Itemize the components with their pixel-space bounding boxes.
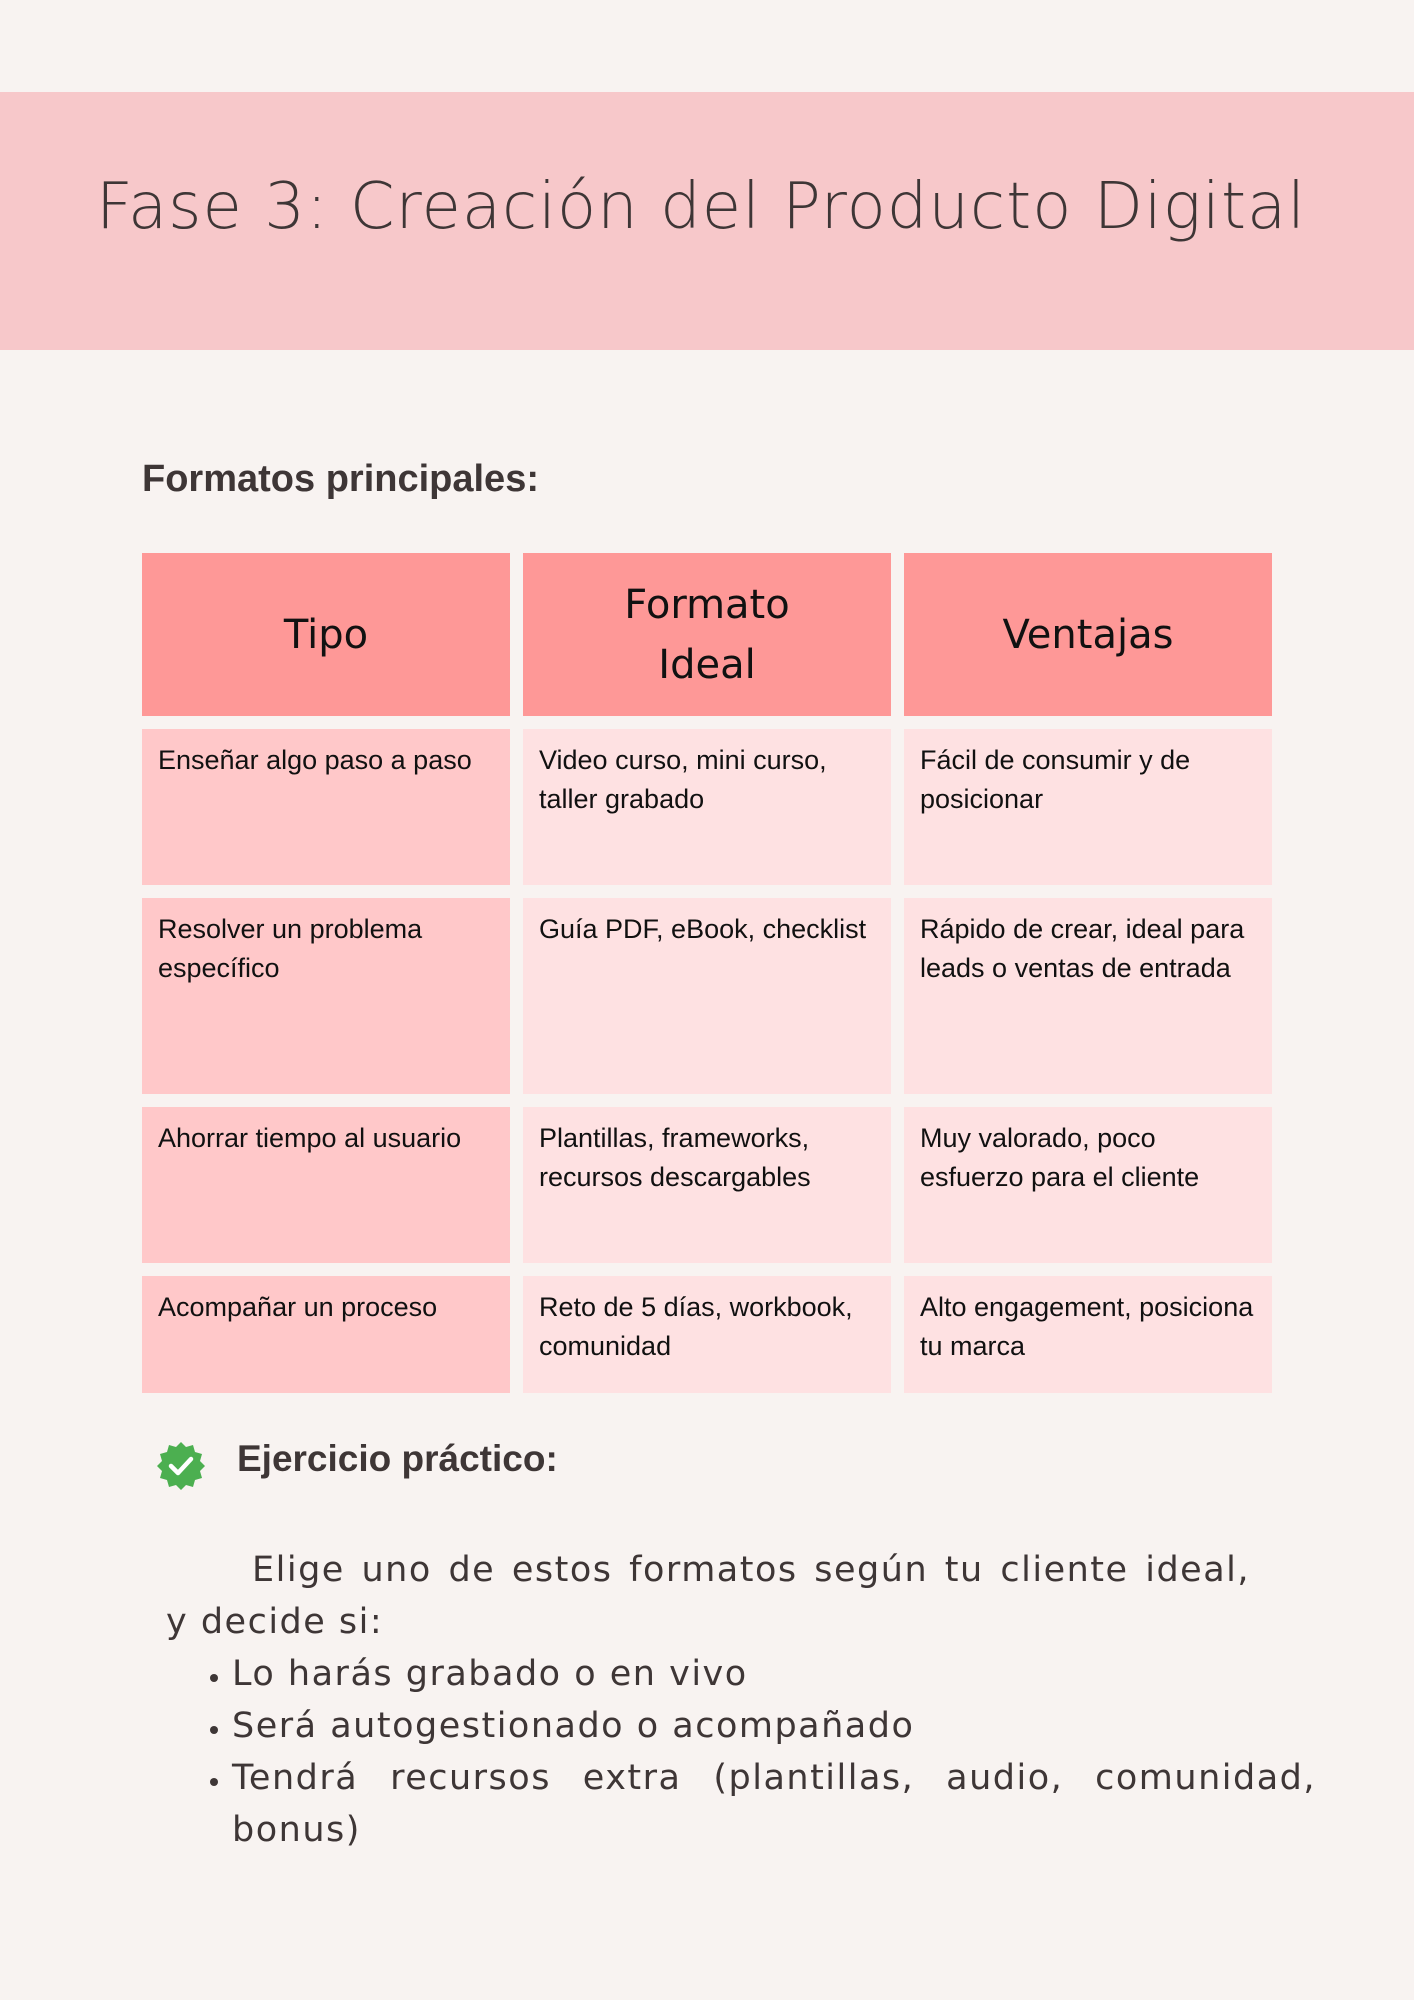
- exercise-intro: Elige uno de estos formatos según tu cliente ideal, y decide si:: [166, 1550, 1250, 1642]
- page-title: Fase 3: Creación del Producto Digital: [96, 170, 1307, 244]
- table-cell: Resolver un problema específico: [142, 898, 510, 1094]
- exercise-heading: Ejercicio práctico:: [237, 1438, 558, 1479]
- table-cell: Video curso, mini curso, taller grabado: [523, 729, 891, 885]
- table-cell: Acompañar un proceso: [142, 1276, 510, 1393]
- column-header-tipo: Tipo: [142, 553, 510, 716]
- table-cell: Ahorrar tiempo al usuario: [142, 1107, 510, 1263]
- badge-shape: [157, 1442, 205, 1490]
- table-cell: Rápido de crear, ideal para leads o ventas de entrada: [904, 898, 1272, 1094]
- table-cell: Plantillas, frameworks, recursos descargables: [523, 1107, 891, 1263]
- list-item: • Será autogestionado o acompañado: [232, 1700, 1316, 1752]
- table-cell: Guía PDF, eBook, checklist: [523, 898, 891, 1094]
- table-cell: Enseñar algo paso a paso: [142, 729, 510, 885]
- column-header-formato-ideal: Formato Ideal: [523, 553, 891, 716]
- list-item: • Tendrá recursos extra (plantillas, audio, comunidad, bonus): [232, 1752, 1316, 1856]
- table-cell: Alto engagement, posiciona tu marca: [904, 1276, 1272, 1393]
- column-header-ventajas: Ventajas: [904, 553, 1272, 716]
- exercise-list: [166, 1648, 1316, 1856]
- list-item: • Lo harás grabado o en vivo: [232, 1648, 1316, 1700]
- section-heading: Formatos principales:: [142, 458, 539, 500]
- table-cell: Fácil de consumir y de posicionar: [904, 729, 1272, 885]
- table-cell: Muy valorado, poco esfuerzo para el cliente: [904, 1107, 1272, 1263]
- check-badge-icon: [156, 1441, 206, 1491]
- formats-table: [142, 553, 1272, 1393]
- table-cell: Reto de 5 días, workbook, comunidad: [523, 1276, 891, 1393]
